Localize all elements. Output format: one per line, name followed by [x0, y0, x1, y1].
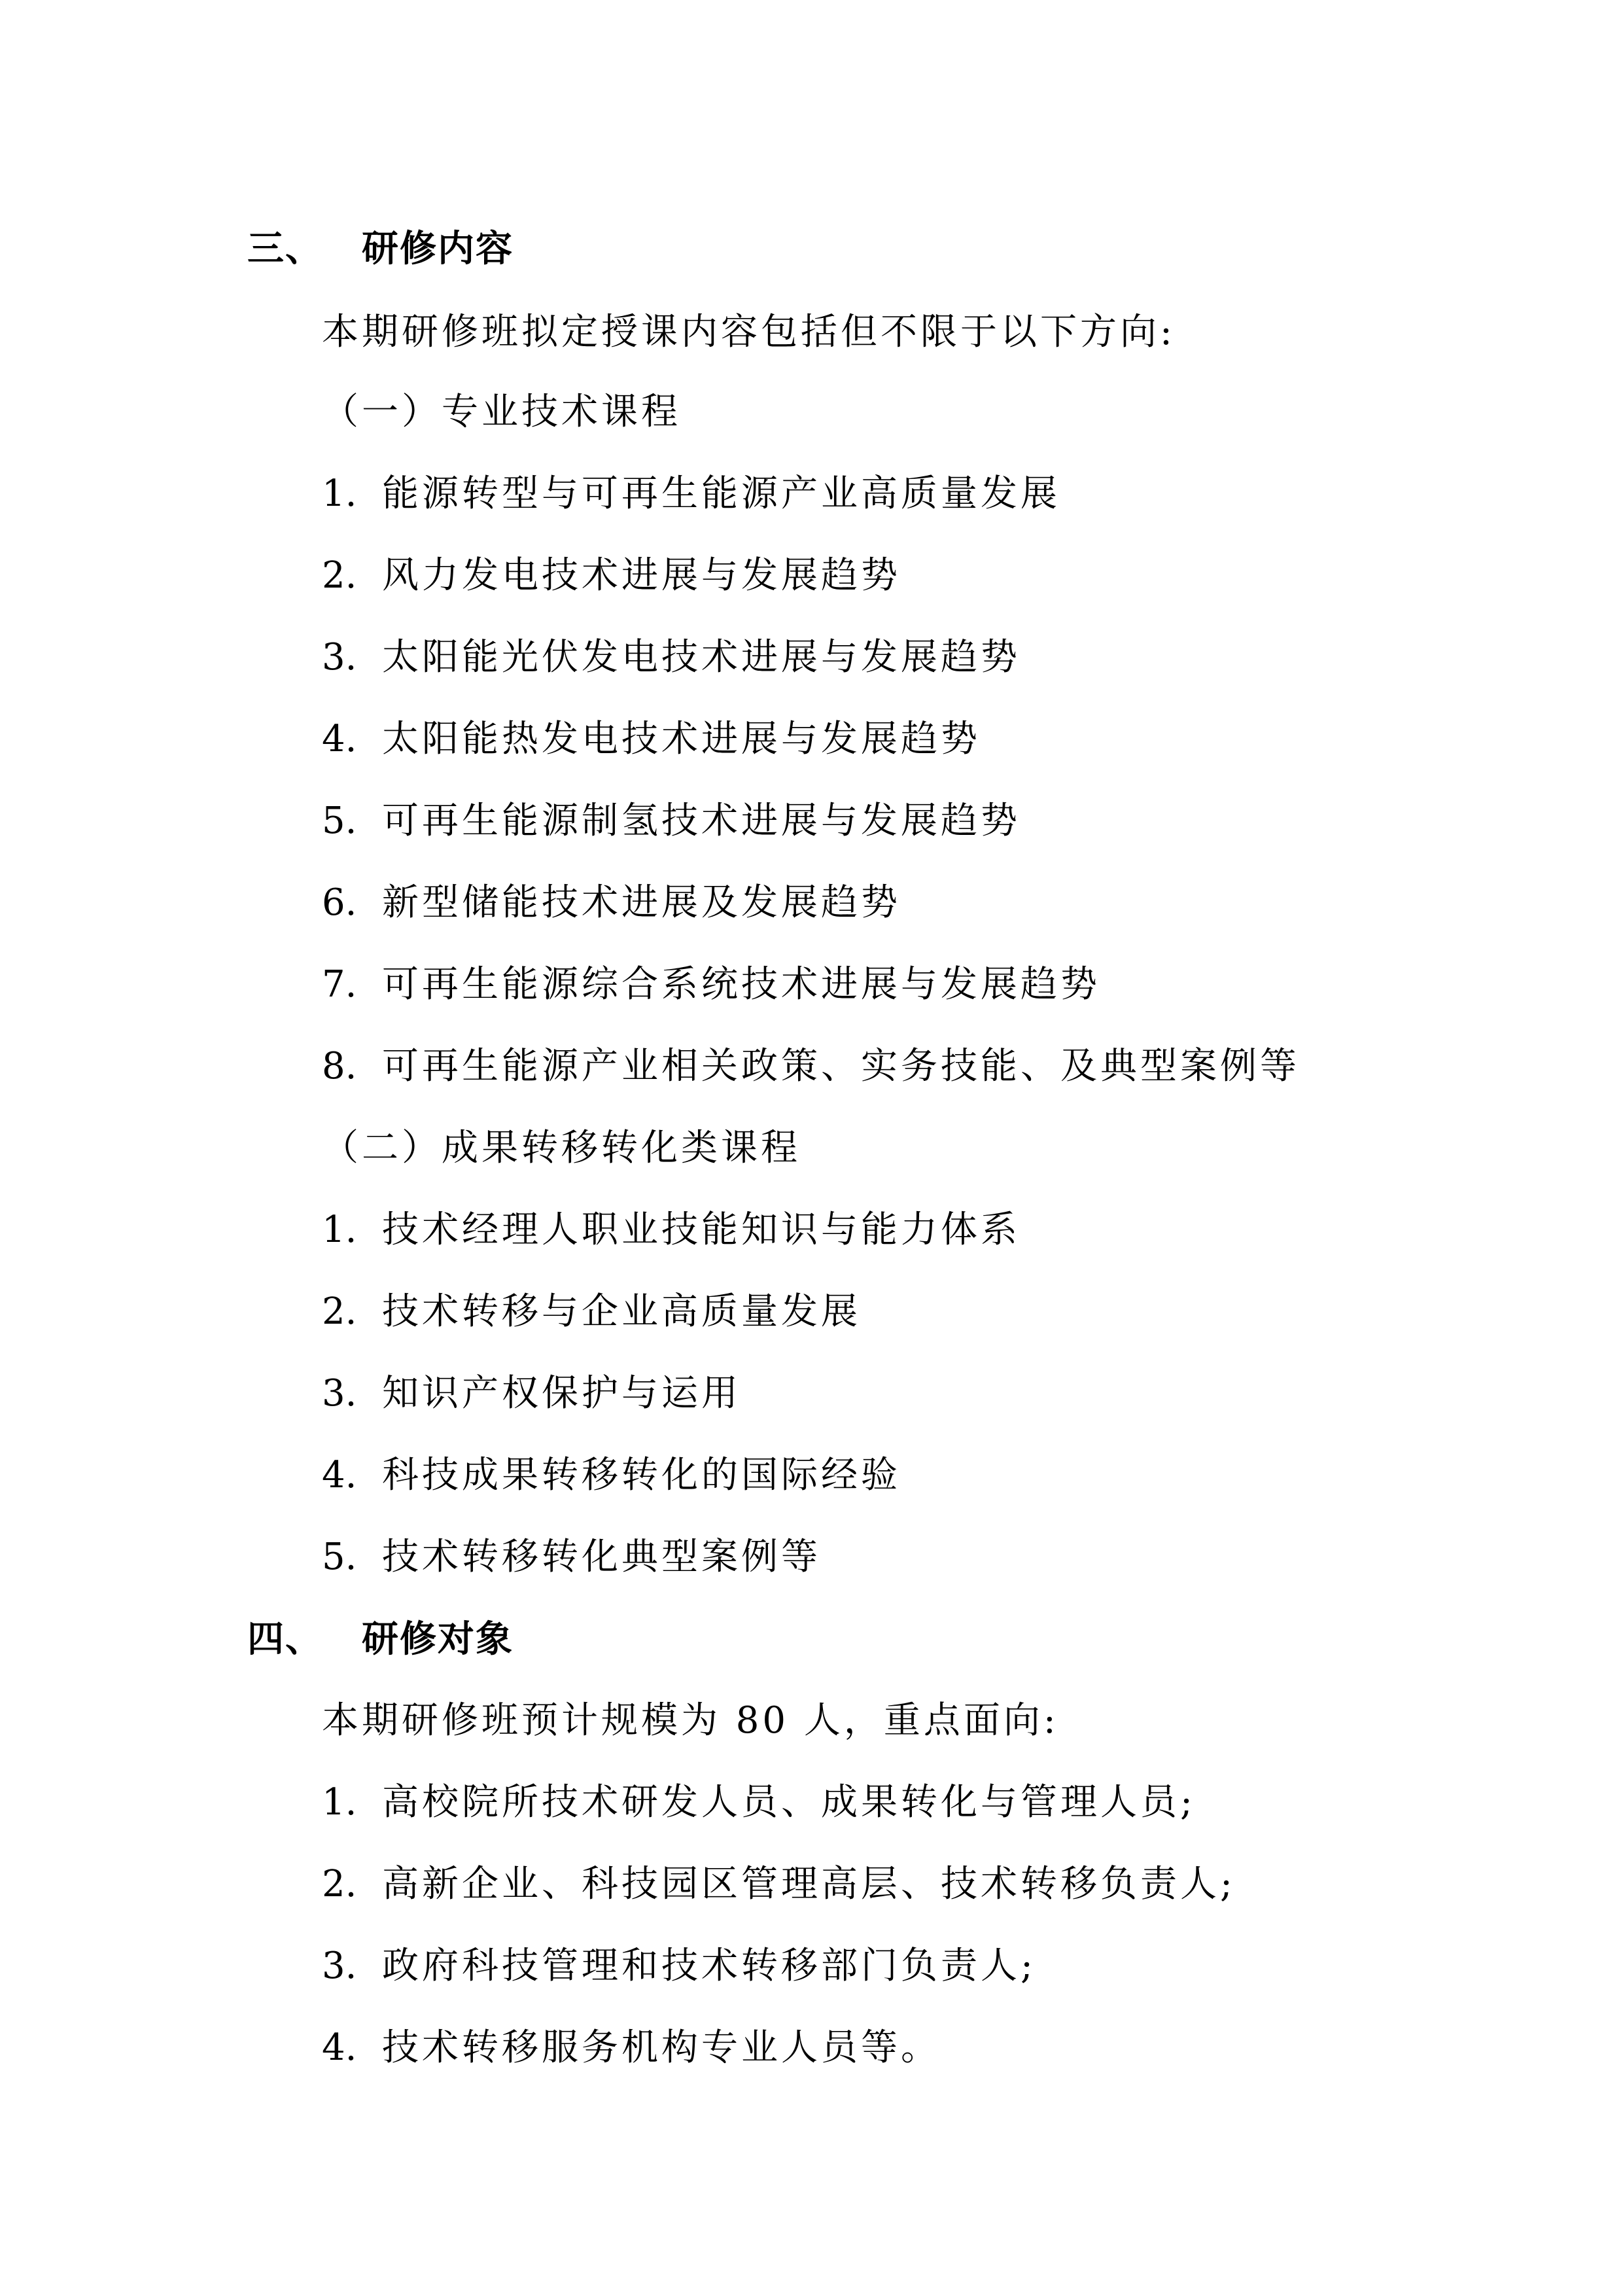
- list-item: [322, 716, 981, 762]
- list-item: [322, 553, 901, 599]
- list-item-index: 1.: [322, 472, 357, 515]
- list-item: [322, 962, 1100, 1008]
- list-item-text: 能源转型与可再生能源产业高质量发展: [382, 472, 1060, 515]
- list-item: [322, 880, 901, 926]
- list-item-index: 3.: [322, 1945, 357, 1987]
- section-4-intro: 本期研修班预计规模为 80 人，重点面向:: [322, 1699, 1059, 1742]
- list-item-index: 1.: [322, 1781, 357, 1824]
- list-item: [322, 471, 1060, 517]
- list-item-text: 技术经理人职业技能知识与能力体系: [382, 1209, 1021, 1251]
- list-item: [322, 1780, 1196, 1826]
- list-item-index: 3.: [322, 1372, 357, 1415]
- list-item-index: 2.: [322, 1863, 357, 1905]
- list-item: [322, 635, 1021, 680]
- section-3-number: 三、: [247, 227, 323, 270]
- list-item-text: 太阳能热发电技术进展与发展趋势: [382, 718, 981, 760]
- section-4-title: 研修对象: [362, 1617, 514, 1661]
- list-item: [322, 1534, 821, 1580]
- list-item-text: 知识产权保护与运用: [382, 1372, 741, 1415]
- list-item: [322, 1207, 1021, 1253]
- list-item-index: 2.: [322, 554, 357, 597]
- list-item-text: 技术转移与企业高质量发展: [382, 1290, 861, 1333]
- list-item: [322, 1044, 1300, 1089]
- list-item-text: 风力发电技术进展与发展趋势: [382, 554, 901, 597]
- list-item: [322, 1371, 741, 1417]
- list-item: [322, 1862, 1236, 1907]
- list-item-text: 可再生能源制氢技术进展与发展趋势: [382, 800, 1021, 842]
- list-item-index: 5.: [322, 1536, 357, 1578]
- list-item-text: 技术转移转化典型案例等: [382, 1536, 821, 1578]
- list-item: [322, 798, 1021, 844]
- section-4-heading: [247, 1616, 514, 1662]
- section-3-intro: 本期研修班拟定授课内容包括但不限于以下方向:: [322, 311, 1176, 353]
- list-item: [322, 1453, 901, 1498]
- list-item: [322, 1943, 1036, 1989]
- list-item-index: 5.: [322, 800, 357, 842]
- list-item: [322, 2025, 941, 2071]
- list-item-index: 6.: [322, 881, 357, 924]
- list-item-index: 2.: [322, 1290, 357, 1333]
- list-item-text: 科技成果转移转化的国际经验: [382, 1454, 901, 1496]
- list-item-text: 可再生能源产业相关政策、实务技能、及典型案例等: [382, 1045, 1300, 1087]
- list-item: [322, 1289, 861, 1335]
- list-item-text: 政府科技管理和技术转移部门负责人;: [382, 1945, 1036, 1987]
- list-item-text: 新型储能技术进展及发展趋势: [382, 881, 901, 924]
- list-item-index: 4.: [322, 2026, 357, 2069]
- list-item-text: 高校院所技术研发人员、成果转化与管理人员;: [382, 1781, 1196, 1824]
- group-1-title: （一）专业技术课程: [322, 391, 681, 433]
- list-item-text: 高新企业、科技园区管理高层、技术转移负责人;: [382, 1863, 1236, 1905]
- group-2-title: （二）成果转移转化类课程: [322, 1127, 801, 1169]
- list-item-index: 8.: [322, 1045, 357, 1087]
- list-item-index: 4.: [322, 718, 357, 760]
- section-3-heading: [247, 226, 514, 272]
- list-item-index: 4.: [322, 1454, 357, 1496]
- list-item-index: 1.: [322, 1209, 357, 1251]
- list-item-index: 3.: [322, 636, 357, 679]
- section-3-title: 研修内容: [362, 227, 514, 270]
- section-4-number: 四、: [247, 1617, 323, 1661]
- list-item-index: 7.: [322, 963, 357, 1006]
- list-item-text: 太阳能光伏发电技术进展与发展趋势: [382, 636, 1021, 679]
- list-item-text: 技术转移服务机构专业人员等。: [382, 2026, 941, 2069]
- list-item-text: 可再生能源综合系统技术进展与发展趋势: [382, 963, 1100, 1006]
